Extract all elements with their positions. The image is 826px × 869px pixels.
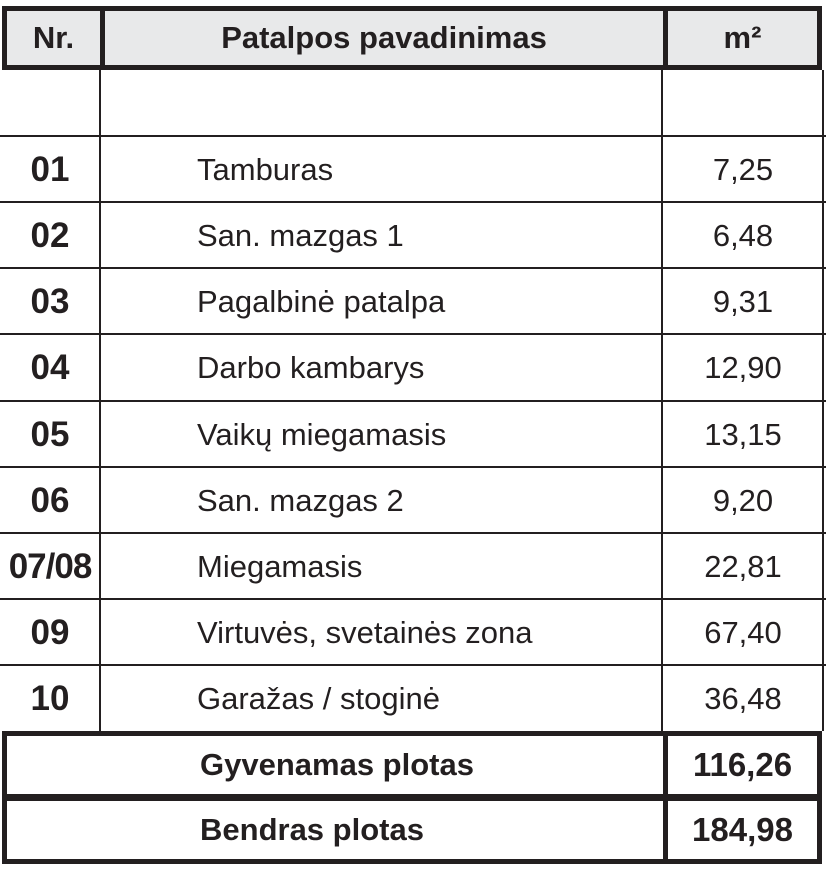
- table-row: [0, 468, 826, 534]
- room-area: 9,20: [712, 483, 774, 518]
- room-area: 7,25: [712, 152, 774, 187]
- table-row: [0, 203, 826, 269]
- room-name: Darbo kambarys: [197, 350, 425, 385]
- header-nr: Nr.: [32, 20, 75, 55]
- room-name: Miegamasis: [197, 549, 363, 584]
- table-row: [0, 269, 826, 335]
- room-number: 01: [30, 150, 70, 189]
- table-header: [2, 6, 822, 70]
- table-body: [0, 70, 826, 731]
- header-room-name: Patalpos pavadinimas: [221, 20, 547, 55]
- room-area: 6,48: [712, 218, 774, 253]
- total-area-value: 184,98: [692, 811, 793, 848]
- table-row: [0, 137, 826, 203]
- living-area-label: Gyvenamas plotas: [200, 747, 474, 782]
- table-row: [0, 666, 826, 732]
- room-name: San. mazgas 1: [197, 218, 404, 253]
- room-name: Garažas / stoginė: [197, 681, 440, 716]
- table-row: [0, 534, 826, 600]
- room-area: 36,48: [704, 681, 782, 716]
- living-area-total-row: [2, 731, 822, 799]
- room-number: 03: [30, 282, 70, 321]
- room-name: Tamburas: [197, 152, 334, 187]
- room-area: 22,81: [704, 549, 782, 584]
- room-area: 13,15: [704, 417, 782, 452]
- room-area: 12,90: [704, 350, 782, 385]
- living-area-value: 116,26: [692, 746, 793, 783]
- total-area-row: [2, 796, 822, 864]
- room-area: 9,31: [712, 284, 774, 319]
- room-number: 04: [30, 348, 70, 387]
- room-name: Virtuvės, svetainės zona: [197, 615, 533, 650]
- room-number: 07/08: [8, 547, 92, 586]
- room-number: 06: [30, 481, 70, 520]
- room-name: San. mazgas 2: [197, 483, 404, 518]
- table-row: [0, 335, 826, 401]
- total-area-label: Bendras plotas: [200, 812, 424, 847]
- header-area: m²: [723, 20, 762, 55]
- room-number: 05: [30, 415, 70, 454]
- room-name: Pagalbinė patalpa: [197, 284, 446, 319]
- room-area: 67,40: [704, 615, 782, 650]
- room-number: 02: [30, 216, 70, 255]
- table-row: [0, 402, 826, 468]
- room-number: 09: [30, 613, 70, 652]
- table-row: [0, 600, 826, 666]
- room-number: 10: [30, 679, 70, 718]
- room-name: Vaikų miegamasis: [197, 417, 447, 452]
